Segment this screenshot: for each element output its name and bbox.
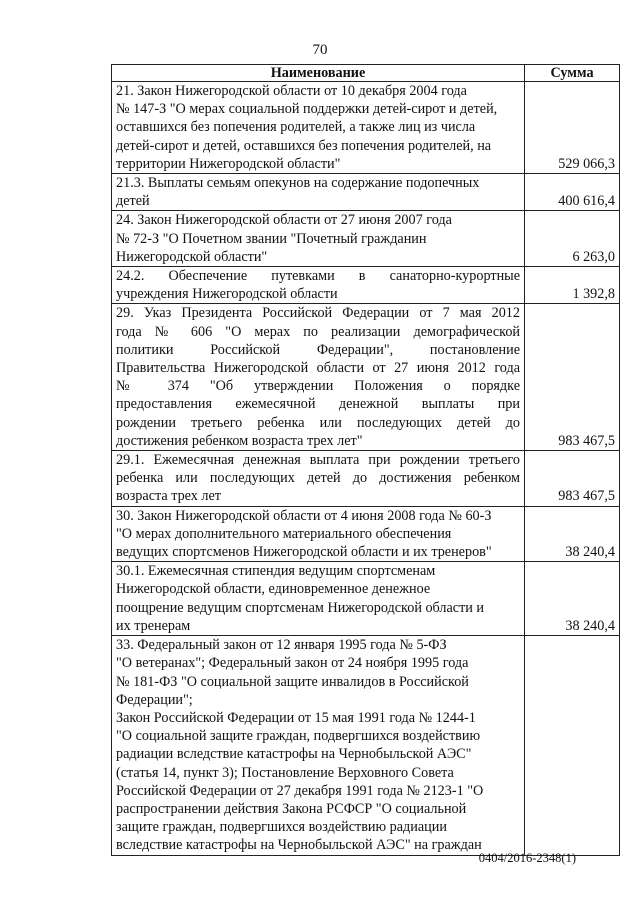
row-name-cell <box>112 211 525 267</box>
row-text-line: Российской Федерации от 27 декабря 1991 года № 2123-1 "О <box>116 782 484 799</box>
header-sum: Сумма <box>525 65 620 82</box>
row-text-line: № 147-З "О мерах социальной поддержки детей-сирот и детей, <box>116 101 498 118</box>
row-name-cell <box>112 451 525 507</box>
table-row <box>112 211 620 267</box>
row-name-cell <box>112 267 525 304</box>
row-text-line: защите граждан, подвергшихся воздействию радиации <box>116 819 447 836</box>
row-text-line: (статья 14, пункт 3); Постановление Верховного Совета <box>116 764 454 781</box>
table-row <box>112 267 620 304</box>
row-text-line: № 374 "Об утверждении Положения о порядке <box>116 378 520 395</box>
row-text-line: радиации вследствие катастрофы на Чернобыльской АЭС" <box>116 746 472 763</box>
row-text-line: учреждения Нижегородской области <box>116 286 338 303</box>
row-name-cell <box>112 82 525 174</box>
table-row <box>112 174 620 211</box>
row-text-line: Закон Российской Федерации от 15 мая 1991 года № 1244-1 <box>116 709 476 726</box>
row-text-line: № 72-З "О Почетном звании "Почетный гражданин <box>116 230 427 247</box>
row-text-line: 24.2. Обеспечение путевками в санаторно-курортные <box>116 268 520 285</box>
row-text-line: "О мерах дополнительного материального обеспечения <box>116 525 452 542</box>
row-text-line: вследствие катастрофы на Чернобыльской АЭС" на граждан <box>116 837 482 854</box>
row-sum-cell: 6 263,0 <box>525 211 620 267</box>
row-sum-cell: 983 467,5 <box>525 304 620 451</box>
table-row <box>112 562 620 636</box>
document-code: 0404/2016-2348(1) <box>478 851 576 865</box>
row-text-line: ведущих спортсменов Нижегородской области и их тренеров" <box>116 544 492 561</box>
row-text-line: их тренерам <box>116 617 191 634</box>
row-text-line: 29. Указ Президента Российской Федерации от 7 мая 2012 <box>116 305 520 322</box>
row-sum-cell: 529 066,3 <box>525 82 620 174</box>
page-number: 70 <box>312 42 328 58</box>
row-text-line: 24. Закон Нижегородской области от 27 июня 2007 года <box>116 212 452 229</box>
row-text-line: ребенка или последующих детей до достижения ребенком <box>116 470 520 487</box>
row-sum-cell: 400 616,4 <box>525 174 620 211</box>
row-text-line: года № 606 "О мерах по реализации демографической <box>116 323 520 340</box>
row-text-line: оставшихся без попечения родителей, а также лиц из числа <box>116 119 476 136</box>
row-text-line: "О ветеранах"; Федеральный закон от 24 ноября 1995 года <box>116 655 469 672</box>
row-text-line: 21. Закон Нижегородской области от 10 декабря 2004 года <box>116 83 467 99</box>
row-name-cell <box>112 174 525 211</box>
row-text-line: рождении третьего ребенка или последующих детей до <box>116 414 520 431</box>
row-sum-cell: 1 392,8 <box>525 267 620 304</box>
table-header-row <box>112 65 620 82</box>
table-row <box>112 451 620 507</box>
row-text-line: 30.1. Ежемесячная стипендия ведущим спортсменам <box>116 563 436 580</box>
row-text-line: 30. Закон Нижегородской области от 4 июня 2008 года № 60-З <box>116 507 492 524</box>
row-text-line: детей-сирот и детей, оставшихся без попечения родителей, на <box>116 137 492 154</box>
row-text-line: Федерации"; <box>116 691 193 708</box>
row-text-line: 33. Федеральный закон от 12 января 1995 года № 5-ФЗ <box>116 637 447 654</box>
row-text-line: 21.3. Выплаты семьям опекунов на содержание подопечных <box>116 175 480 192</box>
header-name: Наименование <box>112 65 525 82</box>
row-text-line: № 181-ФЗ "О социальной защите инвалидов в Российской <box>116 673 469 690</box>
row-name-cell <box>112 562 525 636</box>
row-text-line: 29.1. Ежемесячная денежная выплата при рождении третьего <box>116 452 520 469</box>
row-sum-cell <box>525 636 620 855</box>
row-text-line: предоставления ежемесячной денежной выплаты при <box>116 396 520 413</box>
row-text-line: "О социальной защите граждан, подвергшихся воздействию <box>116 728 481 745</box>
row-text-line: политики Российской Федерации", постановление <box>116 341 520 358</box>
row-text-line: территории Нижегородской области" <box>116 155 341 172</box>
row-text-line: достижения ребенком возраста трех лет" <box>116 432 363 449</box>
row-text-line: распространении действия Закона РСФСР "О социальной <box>116 800 467 817</box>
table-row <box>112 304 620 451</box>
row-name-cell <box>112 506 525 562</box>
row-sum-cell: 38 240,4 <box>525 562 620 636</box>
row-text-line: Нижегородской области, единовременное денежное <box>116 581 431 598</box>
table-row <box>112 636 620 855</box>
row-text-line: Нижегородской области" <box>116 248 268 265</box>
table-row <box>112 506 620 562</box>
row-name-cell <box>112 304 525 451</box>
budget-table <box>111 64 620 856</box>
row-name-cell <box>112 636 525 855</box>
row-sum-cell: 983 467,5 <box>525 451 620 507</box>
row-text-line: Правительства Нижегородской области от 27 июня 2012 года <box>116 360 520 377</box>
row-sum-cell: 38 240,4 <box>525 506 620 562</box>
row-text-line: детей <box>116 193 150 210</box>
table-row <box>112 82 620 174</box>
row-text-line: поощрение ведущим спортсменам Нижегородской области и <box>116 599 485 616</box>
row-text-line: возраста трех лет <box>116 488 222 505</box>
